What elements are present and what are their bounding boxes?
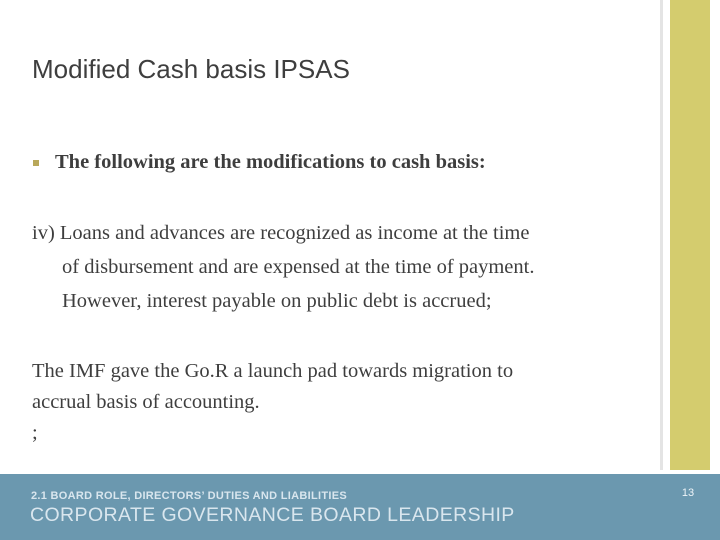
accent-bar <box>670 0 710 470</box>
bullet-item <box>33 151 486 174</box>
paragraph-loans <box>32 216 534 318</box>
footer-course-title: CORPORATE GOVERNANCE BOARD LEADERSHIP <box>30 504 515 526</box>
slide-title: Modified Cash basis IPSAS <box>32 54 350 84</box>
paragraph-line: ; <box>32 422 38 444</box>
square-bullet-icon <box>33 160 39 166</box>
paragraph-line: of disbursement and are expensed at the time of payment. <box>62 256 535 278</box>
page-number: 13 <box>681 487 695 499</box>
paragraph-line: iv) Loans and advances are recognized as income at the time <box>32 222 530 244</box>
bullet-text: The following are the modifications to cash basis: <box>55 151 486 173</box>
paragraph-line: accrual basis of accounting. <box>32 391 260 413</box>
paragraph-line: The IMF gave the Go.R a launch pad towards migration to <box>32 360 514 382</box>
footer-section-title: 2.1 BOARD ROLE, DIRECTORS’ DUTIES AND LIABILITIES <box>31 490 348 502</box>
paragraph-imf <box>32 356 513 449</box>
divider-line <box>660 0 663 470</box>
footer-band <box>0 474 720 540</box>
paragraph-line: However, interest payable on public debt is accrued; <box>62 290 492 312</box>
